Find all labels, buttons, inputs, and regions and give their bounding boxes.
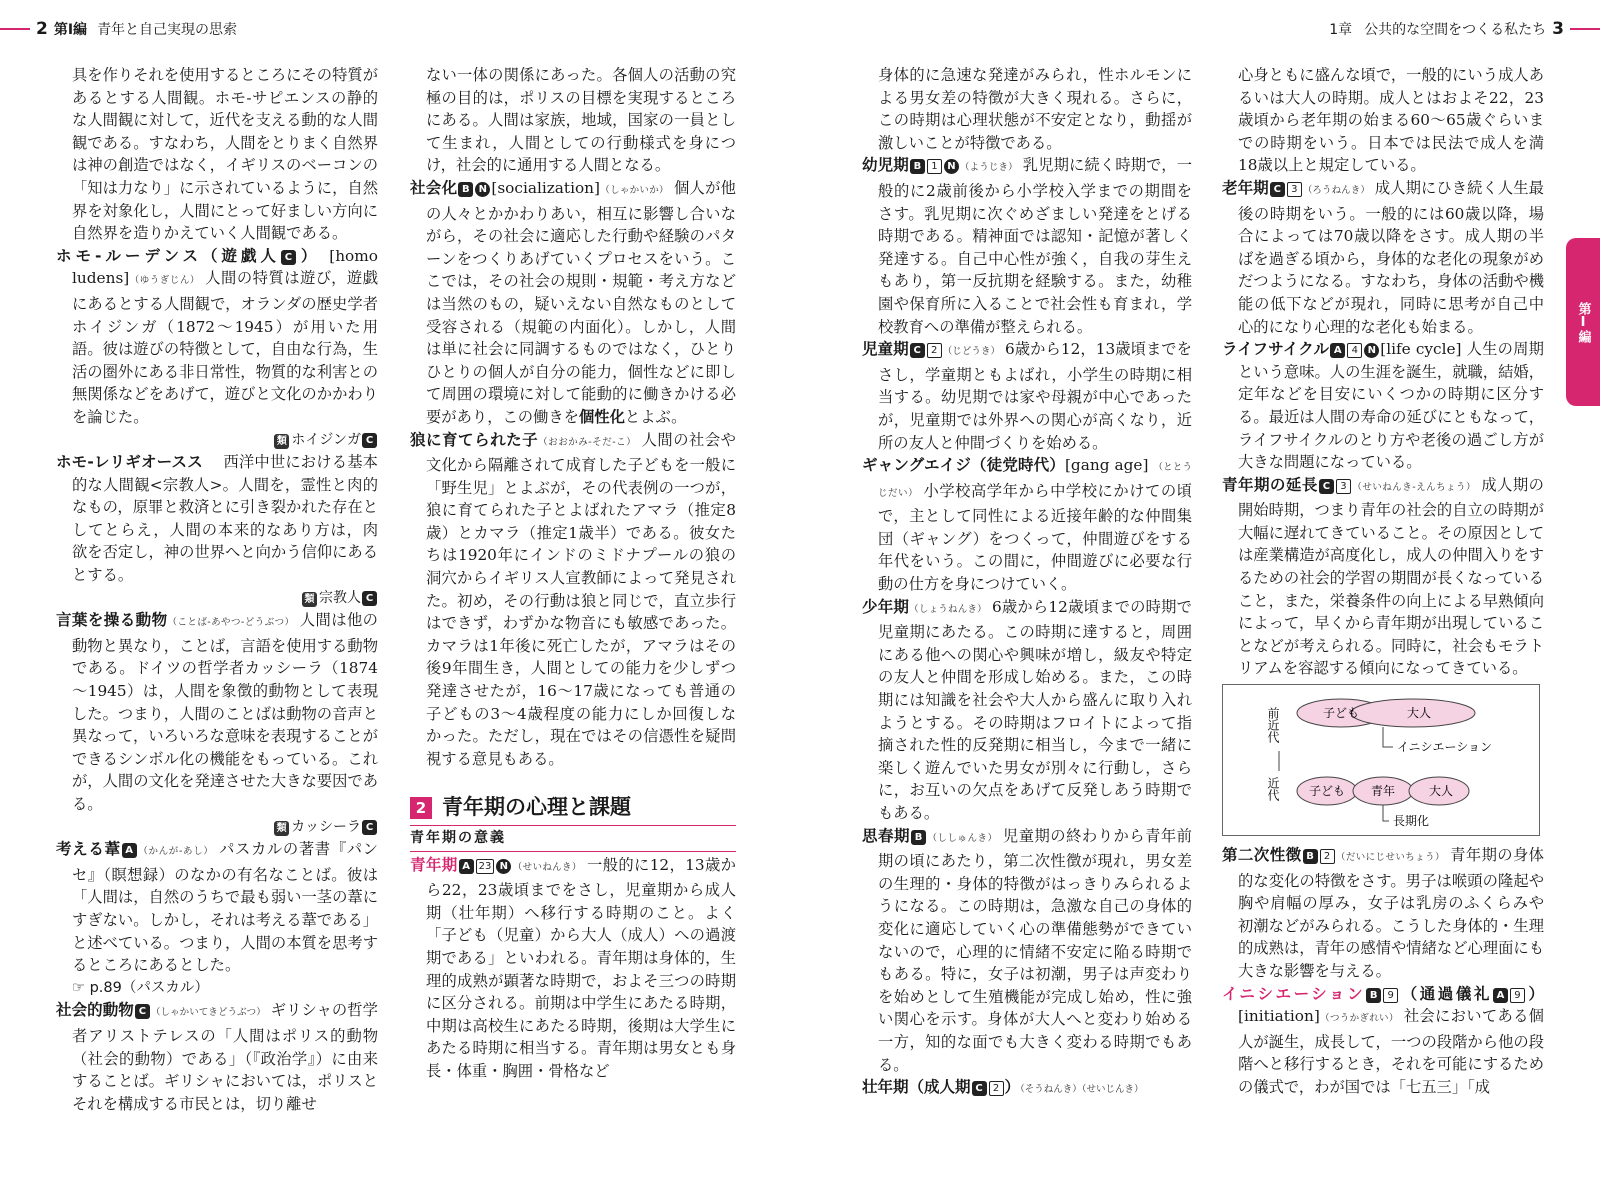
entry-body: 6歳から12歳頃までの時期で児童期にあたる。この時期に達すると，周囲にある他への関心や興味が増し，級友や特定の友人と仲間を形成し始める。また，この時期には知識を社会や大人から盛んに取り入れようとする。その時期はフロイトによって指摘された性的反発期に相当し，今まで一緒に楽しく遊んでいた男女が別々に行動し，さらに，お互いの欠点をあげて反発しあう時期でもある。 [878,597,1192,822]
entry-body: 人間の社会や文化から隔離されて成育した子どもを一般に「野生児」とよぶが，その代表例の一つが，狼に育てられた子とよばれたアマラ（推定8歳）とカマラ（推定1歳半）である。彼女たちは1920年にインドのミドナプールの狼の洞穴からイギリス人宣教師によって発見された。初め，その行動は狼と同じで，直立歩行はできず，わずかな物音にも敏感であった。カマラは1年後に死亡したが，アマラはその後9年間生き，人間としての能力を少しずつ発達させたが，16～17歳になっても普通の子どもの3～4歳程度の能力にしか回復しなかった。ただし，現在ではその信憑性を疑問視する意見もある。 [426,430,736,768]
entry-head: イニシエーション [1222,984,1366,1003]
entry-body: 成人期にひき続く人生最後の時期をいう。一般的には60歳以降，場合によっては70歳以降をさす。成人期の半ばを過ぎる頃から，身体的な老化の現象がめだつようになる。すなわち，身体の活動や機能の低下などが現れ，同時に思考が自己中心的になり心理的な老化も始まる。 [1238,178,1544,336]
entry-body: 社会においてある個人が誕生，成長して，一つの段階から他の段階へと移行するとき，それを可能にするための儀式で，わが国では「七五三」「成 [1238,1007,1544,1096]
entry-body: 西洋中世における基本的な人間観<宗教人>。人間を，霊性と肉的なもの，原罪と救済とに引き裂かれた存在としてとらえ，人間の本来的なあり方は，肉欲を否定し，神の世界へと向かう信仰にあるとする。 [72,453,378,585]
life-stage-diagram [1222,684,1540,836]
entry-head: 狼に育てられた子 [410,430,539,449]
entry-language-animal: 言葉を操る動物（ことば-あやつ-どうぶつ） 人間は他の動物と異なり，ことば，言語を使用する動物である。ドイツの哲学者カッシーラ（1874～1945）は，人間を象徴的動物として表現した。つまり，人間のことばは動物の音声と異なって，いろいろな意味を表現することができるシンボル化の機能をもっている。これが，人間の文化を発達させた大きな要因である。 [56,611,378,813]
entry-homo-religiosus [56,451,378,587]
book-label: 第Ⅰ編 [53,22,88,38]
section-title: 青年期の心理と課題 [442,795,631,820]
pointer-line [1383,805,1389,821]
left-page-number: 2 [36,19,48,39]
entry-head: 第二次性徴 [1222,846,1302,865]
label-initiation: イニシエーション [1397,740,1493,755]
label-adult: 大人 [1406,706,1432,721]
entry-head: 言葉を操る動物 [56,611,168,630]
entry-head: ギャングエイジ（徒党時代） [862,456,1065,475]
related-badge: 類 [274,434,289,449]
entry-body: パスカルの著書『パンセ』（瞑想録）のなかの有名なことば。彼は「人間は，自然のうちで最も弱い一茎の葦にすぎない。しかし，それは考える葦である」と述べている。つまり，人間の本質を思考するところにあるとした。 [72,840,378,975]
entry-extended-adolescence: 青年期の延長 C 3 （せいねんき-えんちょう） 成人期の開始時期，つまり青年の社会的自立の時期が大幅に遅れてきていること。その原因としては産業構造が高度化し，成人の仲間入りをするための社会的学習の期間が長くなっていること，また，栄養条件の向上による早熟傾向によって，早くから青年期が出現していることなどが考えられる。同時に，社会もモラトリアムを容認する傾向になってきている。 [1222,475,1544,678]
entry-head: 幼児期 [862,156,909,175]
entry-early-childhood: 幼児期 B 1 N （ようじき） 乳児期に続く時期で，一般的に2歳前後から小学校入学までの期間をさす。乳児期に次ぐめざましい発達をとげる時期である。精神面では認知・記憶が著しく発達する。自己中心性が強く，自我の芽生えもあり，第一反抗期を経験する。また，幼稚園や保育所に入ることで社会性も育まれ，学校教育への準備が整えられる。 [862,156,1192,336]
entry-body: 児童期の終わりから青年前期の頃にあたり，第二次性徴が現れ，男女差の生理的・身体的特徴がはっきりみられるようになる。この時期は，急激な自己の身体的変化に適応していく心の準備態勢ができていないので，心理的に情緒不安定に陥る時期でもある。特に，女子は初潮，男子は声変わりを始めとして生殖機能が完成し始め，性に強い関心を示す。身体が大人へと変わり始める一方，知的な面でも大きく変わる時期でもある。 [878,826,1192,1074]
left-running-header [0,14,237,44]
continued-text: 心身ともに盛んな頃で，一般的にいう成人あるいは大人の時期。成人とはおよそ22，23歳頃から老年期の始まる60～65歳ぐらいまでの時期をいう。日本では民法で成人を満18歳以上と規定している。 [1238,66,1544,175]
entry-childhood: 児童期 C 2 （じどうき） 6歳から12，13歳頃までをさし，学童期ともよばれ，小学生の時期に相当する。幼児期では家や母親が中心であったが，児童期では外界への関心が高くなり，近所の友人と仲間づくりを始める。 [862,340,1192,452]
column-1 [56,64,378,1115]
right-page-number: 3 [1552,19,1564,39]
entry-head: 青年期の延長 [1222,475,1318,494]
entry-body: 一般的に12，13歳から22，23歳頃までをさし，児童期から成人期（壮年期）へ移行する時期のこと。よく「子ども（児童）から大人（成人）への過渡期である」といわれる。青年期は身体的，生理的成熟が顕著な時期で，およそ三つの時期に区分される。前期は中学生にあたる時期，中期は高校生にあたる時期，後期は大学生にあたる時期に相当する。青年期は男女とも身長・体重・胸囲・骨格など [426,855,736,1080]
entry-body: 成人期の開始時期，つまり青年の社会的自立の時期が大幅に遅れてきていること。その原因としては産業構造が高度化し，成人の仲間入りをするための社会的学習の期間が長くなっていること，また，栄養条件の向上による早熟傾向によって，早くから青年期が出現していることなどが考えられる。同時に，社会もモラトリアムを容認する傾向になってきている。 [1238,475,1544,678]
continued-text: 身体的に急速な発達がみられ，性ホルモンによる男女差の特徴が大きく現れる。さらに，この時期は心理状態が不安定となり，動揺が激しいことが特徴である。 [878,66,1192,152]
entry-adolescence: 青年期 A 23 N （せいねんき） 一般的に12，13歳から22，23歳頃までをさし，児童期から成人期（壮年期）へ移行する時期のこと。よく「子ども（児童）から大人（成人）への過渡期である」といわれる。青年期は身体的，生理的成熟が顕著な時期で，およそ三つの時期に区分される。前期は中学生にあたる時期，中期は高校生にあたる時期，後期は大学生にあたる時期に相当する。青年期は男女とも身長・体重・胸囲・骨格など [410,855,736,1080]
label-adult: 大人 [1428,784,1454,799]
continued-text: ない一体の関係にあった。各個人の活動の究極の目的は，ポリスの目標を実現するところにある。人間は家族，地域，国家の一員として生まれ，人間としての行動様式を身につけ，社会的に通用する人間となる。 [426,66,736,175]
entry-head: ホモ-ルーデンス（遊戯人 [56,246,280,265]
entry-initiation: イニシエーション B 9 （通過儀礼 A 9 ） [initiation]（つうかぎれい） 社会においてある個人が誕生，成長して，一つの段階から他の段階へと移行するとき，それを可能にするための儀式で，わが国では「七五三」「成 [1222,984,1544,1096]
entry-socialization: 社会化 B N [socialization]（しゃかいか） 個人が他の人々とかかわりあい，相互に影響し合いながら，その社会に適応した行動や経験のパターンをつくりあげていくプロセスをいう。ここでは，その社会の規則・規範・考え方などは当然のもの，疑いえない自然なものとして受容される（規範の内面化）。しかし，人間は単に社会に同調するものではなく，ひとりひとりの個人が自分の能力，個性などに即して周囲の環境に対して能動的に働きかける必要があり，この働きを個性化とよぶ。 [410,178,736,426]
right-running-header [1329,14,1600,44]
entry-head: 思春期 [862,826,911,845]
entry-adulthood: 壮年期（成人期 C 2 ）（そうねんき）（せいじんき） [862,1078,1144,1097]
label-youth: 青年 [1370,784,1396,799]
section-number: 2 [410,797,432,819]
entry-head: 青年期 [410,855,458,874]
chapter-title: 公共的な空間をつくる私たち [1364,22,1547,38]
related-ref: 類 カッシーラ C [56,816,378,839]
bold-term: 個性化 [578,407,625,426]
entry-secondary-sex-characteristics: 第二次性徴 B 2 （だいにじせいちょう） 青年期の身体的な変化の特徴をさす。男子は喉頭の隆起や胸や肩幅の厚み，女子は乳房のふくらみや初潮などがみられる。こうした身体的・生理的成熟は，青年の感情や情緒など心理面にも大きな影響を与える。 [1222,846,1544,980]
entry-head: ホモ-レリギオースス [56,453,203,472]
entry-head: 老年期 [1222,178,1269,197]
entry-head: 考える葦 [56,840,121,859]
label-premodern: 前近代 [1266,707,1280,744]
entry-body: 乳児期に続く時期で，一般的に2歳前後から小学校入学までの期間をさす。乳児期に次ぐめざましい発達をとげる時期である。精神面では認知・記憶が著しく発達する。自己中心性が強く，自我の芽生えもあり，第一反抗期を経験する。また，幼稚園や保育所に入ることで社会性も育まれ，学校教育への準備が整えられる。 [878,156,1192,336]
rank-badge: C [281,250,296,265]
entry-body: 人間は他の動物と異なり，ことば，言語を使用する動物である。ドイツの哲学者カッシーラ（1874～1945）は，人間を象徴的動物として表現した。つまり，人間のことばは動物の音声と異なって，いろいろな意味を表現することができるシンボル化の機能をもっている。これが，人間の文化を発達させた大きな要因である。 [72,611,378,813]
entry-body: 個人が他の人々とかかわりあい，相互に影響し合いながら，その社会に適応した行動や経験のパターンをつくりあげていくプロセスをいう。ここでは，その社会の規則・規範・考え方などは当然のもの，疑いえない自然なものとして受容される（規範の内面化）。しかし，人間は単に社会に同調するものではなく，ひとりひとりの個人が自分の能力，個性などに即して周囲の環境に対して能動的に働きかける必要があり，この働きを [426,178,736,426]
column-3 [862,64,1192,1102]
entry-body: ギリシャの哲学者アリストテレスの「人間はポリス的動物（社会的動物）である」（『政治学』）に由来することば。ギリシャにおいては，ポリスとそれを構成する市民とは，切り離せ [72,1001,378,1113]
entry-body: 小学校高学年から中学校にかけての頃で，主として同性による近接年齢的な仲間集団（ギャング）をつくって，仲間遊びをする年代をいう。この間に，仲間遊びに必要な行動の仕方を身につけていく。 [878,481,1192,594]
label-lengthening: 長期化 [1393,814,1430,829]
related-ref: 類 ホイジンガ C [56,429,378,452]
continued-text: 具を作りそれを使用するところにその特質があるとする人間観。ホモ-サピエンスの静的な人間観に対して，近代を支える動的な人間観である。すなわち，人間をとりまく自然界は神の創造ではなく，イギリスのベーコンの「知は力なり」に示されているように，自然界を対象化し，人間にとって好ましい方向に自然界を造りかえていく人間観である。 [72,66,378,243]
entry-head: 社会的動物 [56,1001,134,1020]
column-4 [1222,64,1544,1099]
life-stage-diagram-svg [1223,685,1539,835]
entry-wolf-children: 狼に育てられた子（おおかみ-そだ-こ） 人間の社会や文化から隔離されて成育した子どもを一般に「野生児」とよぶが，その代表例の一つが，狼に育てられた子とよばれたアマラ（推定8歳）とカマラ（推定1歳半）である。彼女たちは1920年にインドのミドナプールの狼の洞穴からイギリス人宣教師によって発見された。初め，その行動は狼と同じで，直立歩行はできず，わずかな物音にも敏感であった。カマラは1年後に死亡したが，アマラはその後9年間生き，人間としての能力を少しずつ発達させたが，16～17歳になっても普通の子どもの3～4歳程度の能力にしか回復しなかった。ただし，現在ではその信憑性を疑問視する意見もある。 [410,430,736,768]
entry-social-animal: 社会的動物 C （しゃかいてきどうぶつ） ギリシャの哲学者アリストテレスの「人間はポリス的動物（社会的動物）である」（『政治学』）に由来することば。ギリシャにおいては，ポリスとそれを構成する市民とは，切り離せ [56,1001,378,1113]
pointer-line [1383,727,1393,747]
entry-head: 壮年期（成人期 [862,1078,971,1097]
entry-life-cycle: ライフサイクル A 4 N [life cycle] 人生の周期という意味。人の生涯を誕生，就職，結婚，定年などを目安にいくつかの時期に区分する。最近は人間の寿命の延びにともなって，ライフサイクルのとり方や老後の過ごし方が大きな問題になっている。 [1222,340,1544,472]
book-side-tab[interactable]: 第Ⅰ編 [1566,238,1600,406]
page-reference-link[interactable]: ☞ p.89（パスカル） [72,979,209,996]
label-modern: 近代 [1266,777,1280,802]
book-title: 青年と自己実現の思索 [97,22,238,38]
entry-head: 児童期 [862,340,909,359]
entry-boyhood: 少年期（しょうねんき） 6歳から12歳頃までの時期で児童期にあたる。この時期に達すると，周囲にある他への関心や興味が増し，級友や特定の友人と仲間を形成し始める。また，この時期には知識を社会や大人から盛んに取り入れようとする。その時期はフロイトによって指摘された性的反発期に相当し，今まで一緒に楽しく遊んでいた男女が別々に行動し，さらに，お互いの欠点をあげて反発しあう時期でもある。 [862,597,1192,822]
entry-body: 青年期の身体的な変化の特徴をさす。男子は喉頭の隆起や胸や肩幅の厚み，女子は乳房のふくらみや初潮などがみられる。こうした身体的・生理的成熟は，青年の感情や情緒など心理面にも大きな影響を与える。 [1238,846,1544,980]
label-child: 子ども [1308,784,1346,799]
entry-puberty: 思春期 B （ししゅんき） 児童期の終わりから青年前期の頃にあたり，第二次性徴が現れ，男女差の生理的・身体的特徴がはっきりみられるようになる。この時期は，急激な自己の身体的変化に適応していく心の準備態勢ができていないので，心理的に情緒不安定に陥る時期でもある。特に，女子は初潮，男子は声変わりを始めとして生殖機能が完成し始め，性に強い関心を示す。身体が大人へと変わり始める一方，知的な面でも大きく変わる時期でもある。 [862,826,1192,1074]
header-rule [1570,28,1600,30]
chapter-label: 1章 [1329,22,1353,38]
entry-body: 人間の特質は遊び，遊戯にあるとする人間観で，オランダの歴史学者ホイジンガ（1872～1945）が用いた用語。彼は遊びの特徴として，自由な行為，生活の圏外にある非日常性，物質的な利害との無関係などをあげて，遊びと文化のかかわりを論じた。 [72,269,378,426]
entry-english: [homo ludens] [72,246,378,288]
entry-body: 人生の周期という意味。人の生涯を誕生，就職，結婚，定年などを目安にいくつかの時期に区分する。最近は人間の寿命の延びにともなって，ライフサイクルのとり方や老後の過ごし方が大きな問題になっている。 [1238,340,1544,472]
entry-reading: （ゆうぎじん） [129,275,200,287]
subsection-heading: 青年期の意義 [410,825,736,852]
related-ref: 類 宗教人 C [56,587,378,610]
label-child: 子ども [1322,706,1360,721]
entry-old-age: 老年期 C 3 （ろうねんき） 成人期にひき続く人生最後の時期をいう。一般的には60歳以降，場合によっては70歳以降をさす。成人期の半ばを過ぎる頃から，身体的な老化の現象がめだつようになる。すなわち，身体の活動や機能の低下などが現れ，同時に思考が自己中心的になり心理的な老化も始まる。 [1222,178,1544,336]
entry-head: ライフサイクル [1222,340,1330,359]
entry-head: 社会化 [410,178,458,197]
entry-body: 6歳から12，13歳頃までをさし，学童期ともよばれ，小学生の時期に相当する。幼児期では家や母親が中心であったが，児童期では外界への関心が高くなり，近所の友人と仲間づくりを始める。 [878,340,1192,452]
entry-head: 少年期 [862,597,910,616]
section-heading [410,796,736,819]
entry-thinking-reed: 考える葦 A （かんが-あし） パスカルの著書『パンセ』（瞑想録）のなかの有名なことば。彼は「人間は，自然のうちで最も弱い一茎の葦にすぎない。しかし，それは考える葦である」と述べている。つまり，人間の本質を思考するところにあるとした。 [56,840,378,975]
entry-homo-ludens: ホモ-ルーデンス（遊戯人 C ） [homo ludens]（ゆうぎじん） 人間の特質は遊び，遊戯にあるとする人間観で，オランダの歴史学者ホイジンガ（1872～1945）が用いた用語。彼は遊びの特徴として，自由な行為，生活の圏外にある非日常性，物質的な利害との無関係などをあげて，遊びと文化のかかわりを論じた。 [56,246,378,426]
header-rule [0,28,30,30]
column-2 [410,64,736,1083]
entry-gang-age: ギャングエイジ（徒党時代）[gang age] （ととうじだい） 小学校高学年から中学校にかけての頃で，主として同性による近接年齢的な仲間集団（ギャング）をつくって，仲間遊びをする年代をいう。この間に，仲間遊びに必要な行動の仕方を身につけていく。 [862,456,1192,594]
